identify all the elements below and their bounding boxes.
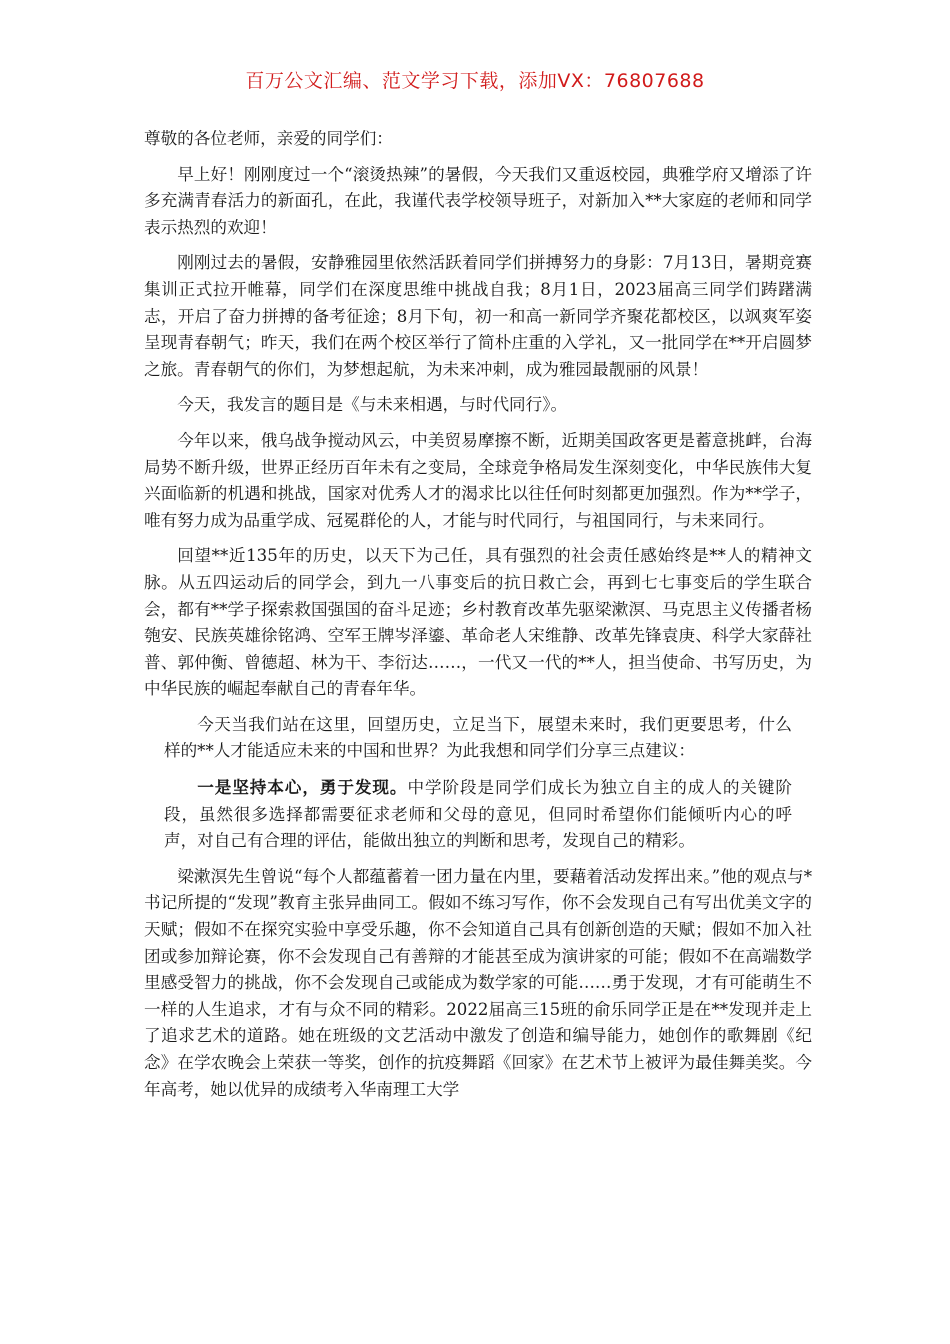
paragraph-suggestion-one: [164, 774, 792, 855]
paragraph-liang: 梁漱溟先生曾说“每个人都蕴蓄着一团力量在内里，要藉着活动发挥出来。”他的观点与*书记所提的“发现”教育主张异曲同工。假如不练习写作，你不会发现自己有写出优美文字的天赋；假如不在探究实验中享受乐趣，你不会知道自己具有创新创造的天赋；假如不加入社团或参加辩论赛，你不会发现自己有善辩的才能甚至成为演讲家的可能；假如不在高端数学里感受智力的挑战，你不会发现自己或能成为数学家的可能……勇于发现，才有可能萌生不一样的人生追求，才有与众不同的精彩。2022届高三15班的俞乐同学正是在**发现并走上了追求艺术的道路。她在班级的文艺活动中激发了创造和编导能力，她创作的歌舞剧《纪念》在学农晚会上荣获一等奖，创作的抗疫舞蹈《回家》在艺术节上被评为最佳舞美奖。今年高考，她以优异的成绩考入华南理工大学: [144, 866, 812, 1099]
paragraph-future: 今天当我们站在这里，回望历史，立足当下，展望未来时，我们更要思考，什么样的**人才能适应未来的中国和世界？为此我想和同学们分享三点建议：: [164, 714, 792, 761]
paragraph-greeting: 早上好！刚刚度过一个“滚烫热辣”的暑假，今天我们又重返校园，典雅学府又增添了许多充满青春活力的新面孔，在此，我谨代表学校领导班子，对新加入**大家庭的老师和同学表示热烈的欢迎！: [144, 164, 812, 237]
suggestion-one-heading: 一是坚持本心，勇于发现。: [197, 777, 408, 798]
header-banner: 百万公文汇编、范文学习下载，添加VX：76807688: [245, 70, 705, 92]
document-body: [144, 126, 812, 1112]
suggestion-one-text: 中学阶段是同学们成长为独立自主的成人的关键阶段，虽然很多选择都需要征求老师和父母的意见，但同时希望你们能倾听内心的呼声，对自己有合理的评估，能做出独立的判断和思考，发现自己的精彩。: [164, 778, 793, 851]
salutation: 尊敬的各位老师，亲爱的同学们：: [144, 129, 393, 148]
paragraph-title: 今天，我发言的题目是《与未来相遇，与时代同行》。: [177, 395, 568, 415]
paragraph-summer: 刚刚过去的暑假，安静雅园里依然活跃着同学们拼搏努力的身影：7月13日，暑期竞赛集训正式拉开帷幕，同学们在深度思维中挑战自我；8月1日，2023届高三同学们踌躇满志，开启了奋力拼搏的备考征途；8月下旬，初一和高一新同学齐聚花都校区，以飒爽军姿呈现青春朝气；昨天，我们在两个校区举行了简朴庄重的入学礼，又一批同学在**开启圆梦之旅。青春朝气的你们，为梦想起航，为未来冲刺，成为雅园最靓丽的风景！: [144, 253, 812, 379]
paragraph-history: 回望**近135年的历史，以天下为己任，具有强烈的社会责任感始终是**人的精神文脉。从五四运动后的同学会，到九一八事变后的抗日救亡会，再到七七事变后的学生联合会，都有**学子探索救国强国的奋斗足迹；乡村教育改革先驱梁漱溟、马克思主义传播者杨匏安、民族英雄徐铭鸿、空军王牌岑泽鎏、革命老人宋维静、改革先锋袁庚、科学大家薛社普、郭仲衡、曾德超、林为干、李衍达……，一代又一代的**人，担当使命、书写历史，为中华民族的崛起奉献自己的青春年华。: [144, 546, 812, 699]
paragraph-world: 今年以来，俄乌战争搅动风云，中美贸易摩擦不断，近期美国政客更是蓄意挑衅，台海局势不断升级，世界正经历百年未有之变局，全球竞争格局发生深刻变化，中华民族伟大复兴面临新的机遇和挑战，国家对优秀人才的渴求比以往任何时刻都更加强烈。作为**学子，唯有努力成为品重学成、冠冕群伦的人，才能与时代同行，与祖国同行，与未来同行。: [144, 430, 812, 530]
